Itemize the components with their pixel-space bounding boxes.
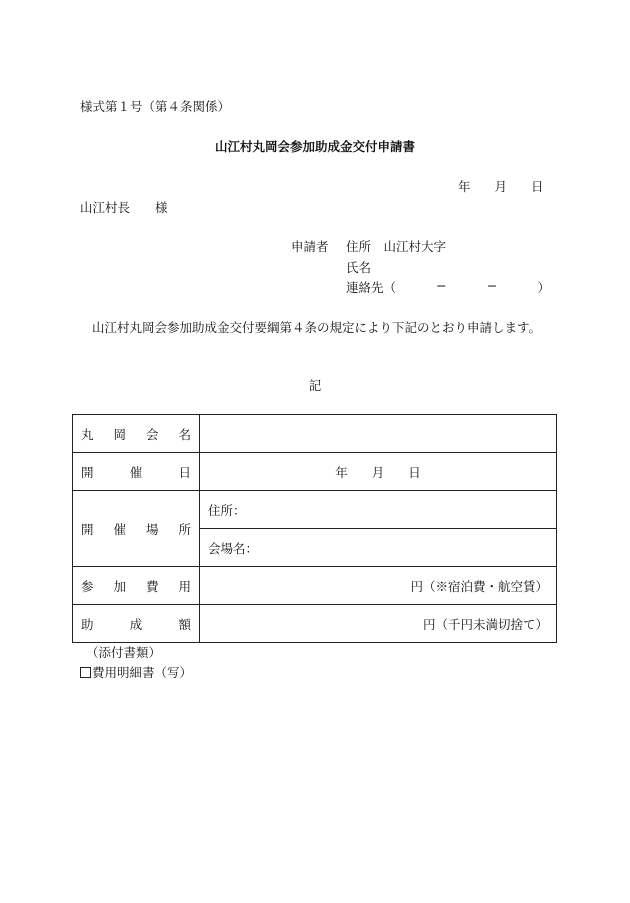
row-label-fee — [73, 567, 200, 605]
checkbox[interactable] — [80, 667, 91, 678]
row-label-date — [73, 453, 200, 491]
table-row — [73, 567, 557, 605]
label-char: 場 — [145, 521, 159, 537]
table-row — [73, 491, 557, 529]
ki-heading: 記 — [308, 378, 322, 393]
form-number: 様式第１号（第４条関係） — [80, 99, 231, 114]
attachment-label: 費用明細書（写） — [92, 665, 193, 680]
applicant-label: 申請者 — [291, 239, 329, 254]
label-char: 用 — [178, 578, 191, 594]
label-char: 会 — [145, 426, 159, 442]
applicant-name: 氏名 — [346, 260, 372, 275]
contact-close: ） — [537, 280, 550, 295]
label-char: 費 — [145, 578, 159, 594]
label-char: 日 — [178, 464, 191, 480]
contact-label: 連絡先（ — [346, 280, 397, 295]
event-date-field[interactable]: 年 月 日 — [200, 453, 557, 491]
label-char: 開 — [81, 521, 94, 537]
document-title: 山江村丸岡会参加助成金交付申請書 — [214, 139, 415, 154]
label-char: 参 — [81, 578, 94, 594]
label-char: 催 — [113, 521, 126, 537]
attachment-item — [80, 663, 192, 681]
label-char: 成 — [129, 616, 143, 632]
applicant-contact — [346, 278, 550, 296]
addressee: 山江村長 様 — [80, 200, 168, 215]
club-name-field[interactable] — [200, 415, 557, 453]
grant-amount-field[interactable]: 円（千円未満切捨て） — [200, 605, 557, 643]
date-line: 年 月 日 — [458, 179, 544, 194]
label-char: 額 — [178, 616, 191, 632]
contact-dash-1: − — [436, 278, 447, 293]
label-char: 丸 — [81, 426, 94, 442]
row-label-club-name — [73, 415, 200, 453]
label-char: 岡 — [113, 426, 126, 442]
label-char: 名 — [178, 426, 191, 442]
attachments-title: （添付書類） — [86, 645, 162, 660]
row-label-venue — [73, 491, 200, 567]
participation-fee-field[interactable]: 円（※宿泊費・航空賃） — [200, 567, 557, 605]
request-statement: 山江村丸岡会参加助成金交付要綱第４条の規定により下記のとおり申請します。 — [92, 320, 542, 335]
label-char: 加 — [113, 578, 126, 594]
applicant-address: 住所 山江村大字 — [346, 239, 447, 254]
table-row — [73, 605, 557, 643]
application-table — [72, 414, 557, 643]
venue-address-field[interactable]: 住所： — [200, 491, 557, 529]
contact-dash-2: − — [486, 278, 498, 293]
table-row — [73, 415, 557, 453]
label-char: 催 — [129, 464, 143, 480]
label-char: 所 — [178, 521, 191, 537]
label-char: 助 — [81, 616, 94, 632]
label-char: 開 — [81, 464, 94, 480]
table-row — [73, 453, 557, 491]
row-label-grant — [73, 605, 200, 643]
venue-name-field[interactable]: 会場名： — [200, 529, 557, 567]
